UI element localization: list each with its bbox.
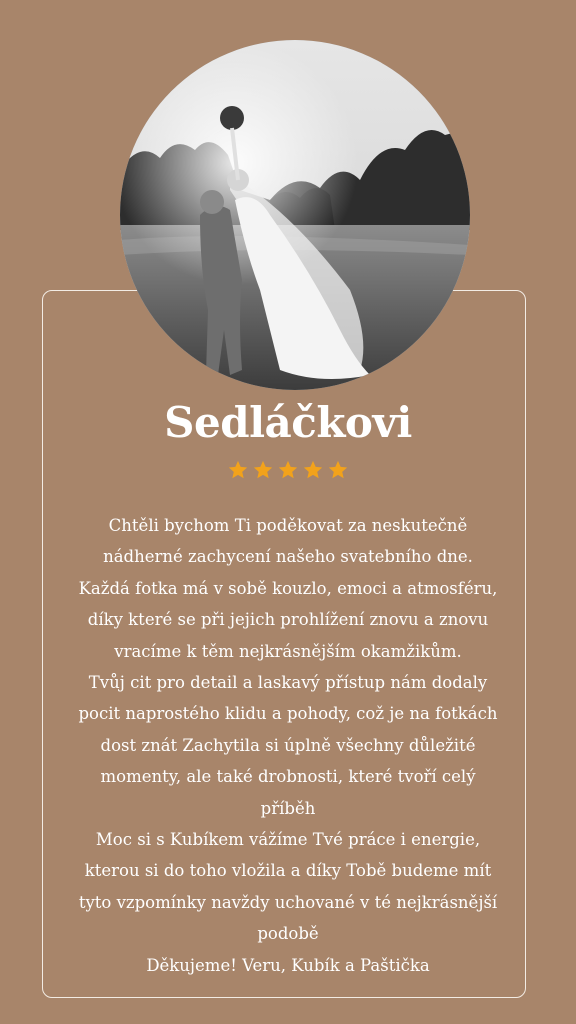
review-line: nádherné zachycení našeho svatebního dne.: [103, 547, 473, 567]
review-line: kterou si do toho vložila a díky Tobě budeme mít: [84, 861, 492, 881]
rating-stars: [0, 459, 576, 481]
review-line: Každá fotka má v sobě kouzlo, emoci a atmosféru,: [78, 578, 498, 598]
review-line: podobě: [257, 924, 319, 944]
review-text: [40, 510, 536, 981]
review-line: Chtěli bychom Ti poděkovat za neskutečně: [108, 516, 468, 535]
review-line: Děkujeme! Veru, Kubík a Paštička: [146, 955, 430, 975]
review-line: díky které se při jejich prohlížení znovu a znovu: [87, 610, 489, 630]
star-icon: [277, 459, 299, 481]
star-icon: [327, 459, 349, 481]
couple-name: Sedláčkovi: [164, 398, 412, 447]
review-line: Tvůj cit pro detail a laskavý přístup nám dodaly: [88, 673, 488, 693]
star-icon: [227, 459, 249, 481]
review-line: příběh: [260, 798, 316, 818]
star-icon: [252, 459, 274, 481]
review-line: pocit naprostého klidu a pohody, což je na fotkách: [78, 704, 498, 724]
review-line: Moc si s Kubíkem vážíme Tvé práce i energie,: [95, 830, 481, 850]
review-line: dost znát Zachytila si úplně všechny důležité: [100, 735, 476, 755]
star-icon: [302, 459, 324, 481]
review-line: vracíme k těm nejkrásnějším okamžikům.: [114, 641, 462, 661]
review-line: tyto vzpomínky navždy uchované v té nejkrásnější: [78, 892, 498, 912]
wedding-photo: [120, 40, 470, 390]
review-line: momenty, ale také drobnosti, které tvoří celý: [100, 767, 476, 787]
